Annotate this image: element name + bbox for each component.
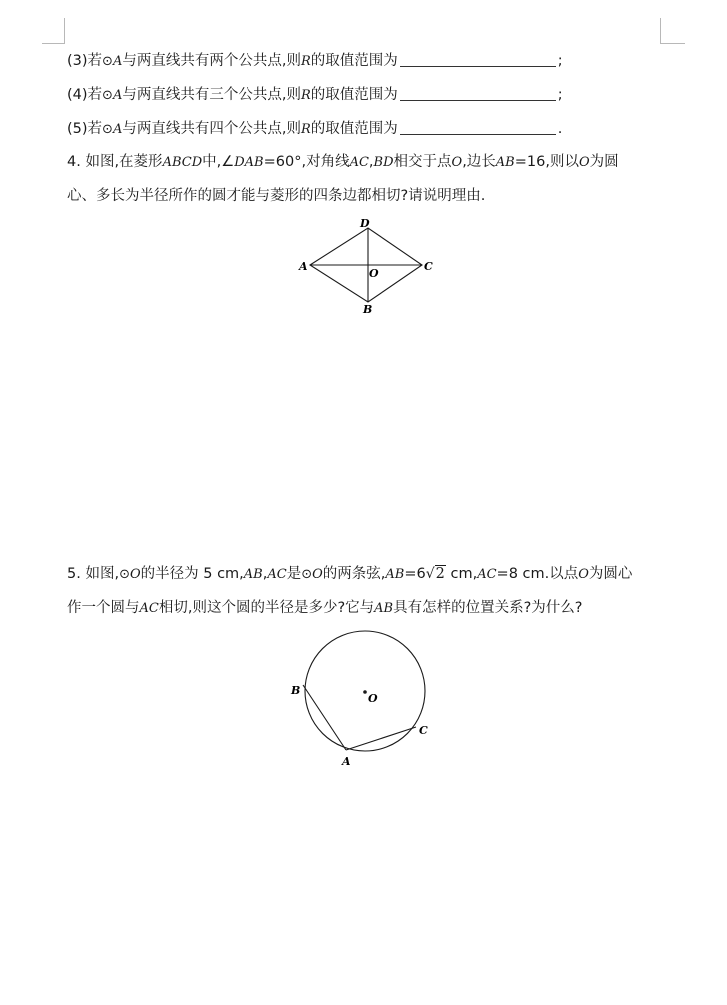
question-text: 如图, xyxy=(85,566,120,582)
circle-symbol: ⊙ xyxy=(102,122,113,137)
math-diagonal: BD xyxy=(373,155,394,170)
math-diagonal: AC xyxy=(349,155,369,170)
item-text: 与两直线共有三个公共点,则 xyxy=(122,87,301,103)
label-c: C xyxy=(419,724,428,737)
label-b: B xyxy=(291,684,301,697)
label-o: O xyxy=(369,267,379,280)
question-text: 的两条弦, xyxy=(322,566,386,582)
question-number: 4. xyxy=(67,154,81,170)
question-text: =8 cm.以点 xyxy=(496,566,579,582)
answer-blank[interactable] xyxy=(400,86,556,101)
question-number: 5. xyxy=(67,566,81,582)
item-text: 的取值范围为 xyxy=(310,87,398,103)
crop-mark-top-left xyxy=(42,18,65,44)
circle-name: A xyxy=(112,54,123,69)
answer-blank[interactable] xyxy=(400,52,556,67)
rhombus-figure xyxy=(290,212,450,320)
question-text: ,边长 xyxy=(462,154,496,170)
math-chord: AB xyxy=(374,601,394,616)
question-text: , xyxy=(262,566,268,582)
label-a: A xyxy=(342,755,351,768)
math-angle: DAB xyxy=(234,155,264,170)
item-end: ; xyxy=(557,87,563,103)
circle-name: A xyxy=(112,88,123,103)
chord-ac xyxy=(346,727,416,750)
math-point: O xyxy=(312,567,323,582)
question-4-line-2: 心、多长为半径所作的圆才能与菱形的四条边都相切?请说明理由. xyxy=(67,188,486,204)
item-5 xyxy=(67,120,562,139)
item-text: 若 xyxy=(87,121,103,137)
question-text: 为圆 xyxy=(589,154,619,170)
circle-symbol: ⊙ xyxy=(102,54,113,69)
circle-symbol: ⊙ xyxy=(119,567,130,582)
item-text: 的取值范围为 xyxy=(310,53,398,69)
math-chord: AC xyxy=(139,601,159,616)
math-point: O xyxy=(129,567,141,582)
question-4-line-1 xyxy=(67,153,619,172)
sqrt-symbol: √ xyxy=(425,566,435,582)
item-text: 与两直线共有四个公共点,则 xyxy=(122,121,301,137)
label-b: B xyxy=(363,303,373,316)
item-end: . xyxy=(557,121,563,137)
variable-r: R xyxy=(300,88,311,103)
label-o: O xyxy=(368,692,378,705)
item-text: 与两直线共有两个公共点,则 xyxy=(122,53,301,69)
question-text: =60°,对角线 xyxy=(263,154,350,170)
variable-r: R xyxy=(300,122,311,137)
question-text: 作一个圆与 xyxy=(67,600,140,616)
center-dot xyxy=(363,690,367,694)
label-c: C xyxy=(424,260,433,273)
item-text: 的取值范围为 xyxy=(310,121,398,137)
circle-name: A xyxy=(112,122,123,137)
math-point: O xyxy=(578,155,590,170)
math-chord: AB xyxy=(385,567,405,582)
answer-blank[interactable] xyxy=(400,120,556,135)
question-text: 是 xyxy=(286,566,302,582)
math-point: O xyxy=(451,155,463,170)
math-chord: AC xyxy=(477,567,497,582)
math-point: O xyxy=(578,567,589,582)
circle-figure xyxy=(285,628,445,770)
question-text: 为圆心 xyxy=(588,566,633,582)
circle-symbol: ⊙ xyxy=(102,88,113,103)
item-text: 若 xyxy=(87,87,103,103)
question-text: =16,则以 xyxy=(514,154,579,170)
chord-ab xyxy=(303,685,346,750)
label-a: A xyxy=(299,260,308,273)
question-text: =6 xyxy=(404,566,426,582)
question-text: 的半径为 5 cm, xyxy=(140,566,244,582)
question-5-line-2 xyxy=(67,599,583,618)
variable-r: R xyxy=(300,54,311,69)
question-5-line-1 xyxy=(67,565,632,584)
label-d: D xyxy=(360,217,370,230)
question-text: 中,∠ xyxy=(202,154,235,170)
question-text: 具有怎样的位置关系?为什么? xyxy=(393,600,583,616)
item-text: 若 xyxy=(87,53,103,69)
item-number: (3) xyxy=(67,53,88,69)
math-side: AB xyxy=(495,155,515,170)
question-text: 相交于点 xyxy=(393,154,452,170)
question-text: cm, xyxy=(445,566,478,582)
circle-symbol: ⊙ xyxy=(301,567,313,582)
question-text: , xyxy=(368,154,374,170)
item-3 xyxy=(67,52,563,71)
crop-mark-top-right xyxy=(660,18,685,44)
math-rhombus: ABCD xyxy=(162,155,203,170)
item-number: (4) xyxy=(67,87,88,103)
math-chord: AB xyxy=(243,567,263,582)
question-text: 如图,在菱形 xyxy=(85,154,163,170)
question-text: 相切,则这个圆的半径是多少?它与 xyxy=(158,600,375,616)
item-4 xyxy=(67,86,563,105)
math-chord: AC xyxy=(267,567,287,582)
sqrt-argument: 2 xyxy=(435,566,445,582)
item-end: ; xyxy=(557,53,563,69)
item-number: (5) xyxy=(67,121,88,137)
